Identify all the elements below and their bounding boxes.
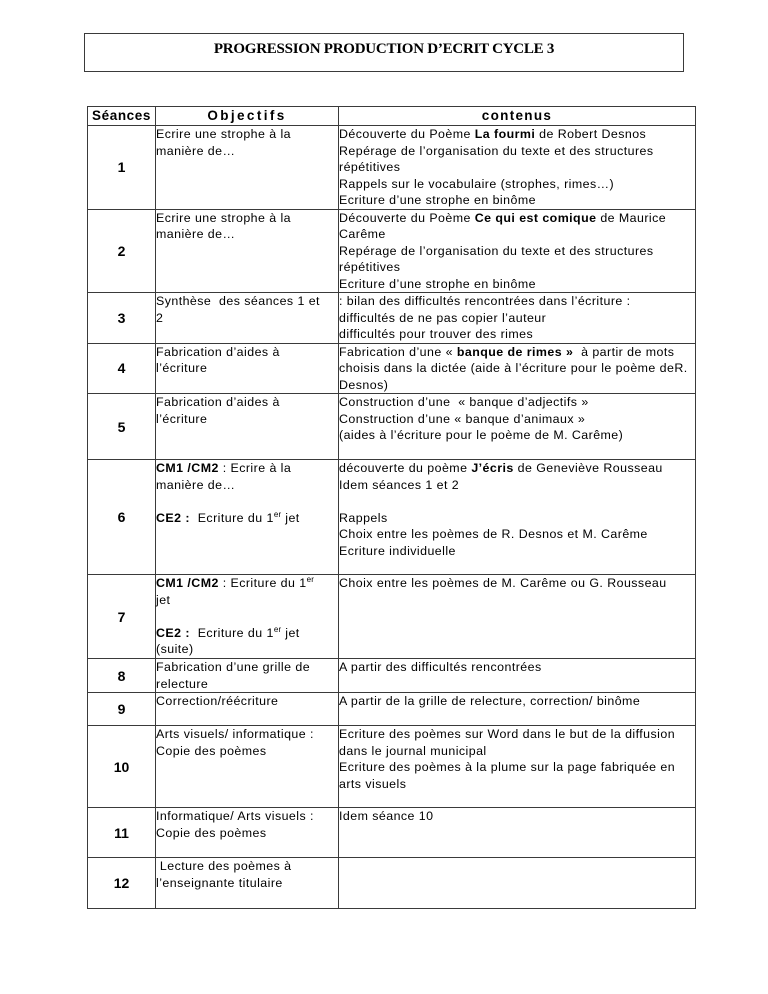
- text-segment: A partir de la grille de relecture, correction/ binôme: [339, 694, 641, 708]
- progression-table: [87, 106, 696, 909]
- text-line: [156, 394, 338, 411]
- text-line: [339, 460, 695, 477]
- text-line: [339, 259, 695, 276]
- objectifs-cell: [156, 394, 339, 460]
- text-line: [156, 493, 338, 510]
- text-segment: jet: [281, 625, 300, 640]
- text-line: [156, 659, 338, 676]
- seance-number: 9: [117, 701, 126, 717]
- text-line: [156, 477, 338, 494]
- table-row: [88, 394, 696, 460]
- superscript-text: er: [306, 575, 315, 584]
- text-segment: choisis dans la dictée (aide à l’écriture pour le poème deR.: [339, 361, 688, 375]
- text-line: [339, 693, 695, 710]
- text-line: [339, 659, 695, 676]
- text-segment: Repérage de l’organisation du texte et des structures: [339, 243, 654, 258]
- text-segment: jet: [281, 510, 300, 525]
- text-line: [339, 543, 695, 560]
- text-segment: manière de…: [156, 143, 236, 158]
- text-line: [156, 126, 338, 143]
- seance-cell: [88, 293, 156, 344]
- text-line: [156, 825, 338, 842]
- text-line: [339, 226, 695, 243]
- objectifs-cell: [156, 460, 339, 575]
- text-line: [339, 310, 695, 327]
- bold-text: Ce qui est comique: [474, 210, 597, 225]
- text-line: [339, 143, 695, 160]
- seance-number: 2: [117, 242, 126, 259]
- contenus-cell: [339, 659, 696, 693]
- text-line: [339, 344, 695, 361]
- contenus-cell: [339, 460, 696, 575]
- text-line: [339, 743, 695, 760]
- text-segment: jet: [156, 592, 171, 607]
- contenus-cell: [339, 726, 696, 808]
- objectifs-cell: [156, 808, 339, 858]
- seance-cell: [88, 343, 156, 394]
- text-segment: répétitives: [339, 160, 401, 174]
- text-segment: Rappels: [339, 510, 388, 525]
- text-line: [339, 510, 695, 527]
- objectifs-cell: [156, 726, 339, 808]
- text-line: [339, 243, 695, 260]
- text-segment: Ecrire une strophe à la: [156, 210, 292, 225]
- table-header: [88, 107, 696, 126]
- table-row: [88, 693, 696, 726]
- text-line: [156, 641, 338, 658]
- bold-text: CE2 :: [156, 625, 190, 640]
- header-seances: Séances: [88, 107, 156, 126]
- text-segment: Ecriture du 1: [189, 510, 274, 525]
- text-segment: l’enseignante titulaire: [156, 875, 283, 890]
- seance-number: 1: [117, 159, 126, 176]
- table-row: [88, 460, 696, 575]
- text-segment: : Ecrire à la: [218, 461, 292, 475]
- text-segment: répétitives: [339, 260, 401, 274]
- table-row: [88, 575, 696, 659]
- text-line: [339, 326, 695, 343]
- text-line: [156, 575, 338, 592]
- contenus-cell: [339, 293, 696, 344]
- text-line: [156, 226, 338, 243]
- text-segment: A partir des difficultés rencontrées: [339, 660, 542, 674]
- text-line: [339, 126, 695, 143]
- text-segment: Copie des poèmes: [156, 825, 267, 840]
- table-row: [88, 808, 696, 858]
- text-line: [156, 210, 338, 227]
- text-line: [156, 293, 338, 310]
- text-segment: Ecriture des poèmes sur Word dans le but de la diffusion: [339, 727, 676, 741]
- text-segment: Ecriture du 1: [189, 625, 274, 640]
- text-line: [339, 360, 695, 377]
- text-segment: de Robert Desnos: [535, 127, 647, 141]
- text-segment: Correction/réécriture: [156, 694, 279, 708]
- text-segment: de Geneviève Rousseau: [513, 461, 663, 475]
- text-line: [156, 743, 338, 760]
- contenus-cell: [339, 126, 696, 210]
- text-segment: Repérage de l’organisation du texte et des structures: [339, 143, 654, 158]
- text-segment: Desnos): [339, 377, 389, 392]
- text-line: [156, 344, 338, 361]
- text-line: [339, 411, 695, 428]
- text-segment: Construction d’une « banque d’adjectifs »: [339, 395, 589, 409]
- text-segment: Fabrication d’aides à: [156, 395, 280, 409]
- seance-number: 7: [117, 608, 126, 625]
- text-line: [339, 477, 695, 494]
- table-body: [88, 126, 696, 909]
- text-line: [339, 526, 695, 543]
- text-line: [156, 360, 338, 377]
- text-line: [339, 759, 695, 776]
- text-line: [156, 510, 338, 527]
- seance-cell: [88, 659, 156, 693]
- contenus-cell: [339, 209, 696, 293]
- seance-number: 8: [117, 667, 126, 684]
- text-segment: à partir de mots: [573, 344, 675, 359]
- bold-text: CM1 /CM2: [156, 461, 219, 475]
- contenus-cell: [339, 394, 696, 460]
- seance-cell: [88, 693, 156, 726]
- text-line: [339, 493, 695, 510]
- text-segment: Idem séances 1 et 2: [339, 477, 460, 492]
- header-row: [88, 107, 696, 126]
- seance-number: 6: [117, 509, 126, 525]
- bold-text: J’écris: [471, 461, 514, 475]
- objectifs-cell: [156, 293, 339, 344]
- text-segment: difficultés pour trouver des rimes: [339, 327, 534, 341]
- text-segment: Rappels sur le vocabulaire (strophes, rimes…): [339, 176, 615, 191]
- text-segment: arts visuels: [339, 776, 407, 791]
- text-segment: Synthèse des séances 1 et: [156, 294, 320, 308]
- contenus-cell: [339, 575, 696, 659]
- text-segment: l’écriture: [156, 411, 208, 426]
- text-line: [156, 676, 338, 693]
- superscript-text: er: [273, 509, 282, 519]
- bold-text: CM1 /CM2: [156, 576, 219, 590]
- text-segment: Découverte du Poème: [339, 210, 475, 225]
- text-segment: Lecture des poèmes à: [156, 859, 292, 873]
- text-segment: Ecriture d’une strophe en binôme: [339, 193, 536, 207]
- text-line: [156, 808, 338, 825]
- text-segment: : bilan des difficultés rencontrées dans l’écriture :: [339, 294, 631, 308]
- text-segment: l’écriture: [156, 361, 208, 375]
- seance-cell: [88, 575, 156, 659]
- bold-text: banque de rimes »: [456, 344, 574, 359]
- text-segment: Ecriture individuelle: [339, 543, 456, 558]
- seance-number: 5: [117, 418, 126, 435]
- text-line: [339, 377, 695, 394]
- seance-cell: [88, 209, 156, 293]
- objectifs-cell: [156, 209, 339, 293]
- seance-cell: [88, 858, 156, 909]
- text-line: [339, 575, 695, 592]
- text-line: [156, 875, 338, 892]
- text-segment: Choix entre les poèmes de M. Carême ou G. Rousseau: [339, 576, 667, 590]
- text-segment: 2: [156, 310, 164, 325]
- text-line: [156, 143, 338, 160]
- text-line: [156, 858, 338, 875]
- bold-text: CE2 :: [156, 510, 190, 525]
- text-segment: Choix entre les poèmes de R. Desnos et M. Carême: [339, 527, 648, 541]
- page-title: PROGRESSION PRODUCTION D’ECRIT CYCLE 3: [213, 41, 555, 57]
- text-line: [339, 776, 695, 793]
- seance-number: 4: [117, 360, 126, 377]
- text-line: [339, 808, 695, 825]
- text-segment: dans le journal municipal: [339, 743, 487, 758]
- text-segment: Construction d’une « banque d’animaux »: [339, 411, 586, 426]
- text-segment: : Ecriture du 1: [218, 576, 307, 590]
- text-segment: Ecriture des poèmes à la plume sur la page fabriquée en: [339, 760, 676, 774]
- text-line: [156, 693, 338, 710]
- seance-cell: [88, 394, 156, 460]
- text-line: [156, 460, 338, 477]
- objectifs-cell: [156, 659, 339, 693]
- title-box: [84, 33, 684, 72]
- seance-number: 10: [113, 758, 130, 775]
- text-segment: Fabrication d’une «: [339, 344, 457, 359]
- text-line: [339, 726, 695, 743]
- text-segment: Découverte du Poème: [339, 127, 475, 141]
- contenus-cell: [339, 858, 696, 909]
- text-segment: (aides à l’écriture pour le poème de M. Carême): [339, 428, 624, 442]
- text-line: [339, 394, 695, 411]
- text-segment: Idem séance 10: [339, 809, 434, 823]
- objectifs-cell: [156, 858, 339, 909]
- text-segment: de Maurice: [596, 210, 667, 225]
- table-row: [88, 726, 696, 808]
- seance-cell: [88, 808, 156, 858]
- objectifs-cell: [156, 343, 339, 394]
- table-row: [88, 343, 696, 394]
- text-segment: manière de…: [156, 477, 236, 492]
- text-line: [339, 293, 695, 310]
- text-segment: découverte du poème: [339, 461, 472, 475]
- text-line: [339, 192, 695, 209]
- objectifs-cell: [156, 126, 339, 210]
- seance-number: 3: [117, 309, 126, 326]
- table-row: [88, 126, 696, 210]
- header-objectifs: Objectifs: [156, 107, 339, 126]
- seance-cell: [88, 726, 156, 808]
- text-line: [339, 427, 695, 444]
- header-contenus: contenus: [339, 107, 696, 126]
- text-segment: (suite): [156, 642, 194, 656]
- text-segment: relecture: [156, 676, 209, 691]
- text-segment: difficultés de ne pas copier l’auteur: [339, 310, 547, 325]
- contenus-cell: [339, 343, 696, 394]
- table-row: [88, 858, 696, 909]
- text-segment: Informatique/ Arts visuels :: [156, 809, 314, 823]
- text-line: [339, 159, 695, 176]
- text-line: [339, 176, 695, 193]
- text-segment: Fabrication d’aides à: [156, 344, 280, 359]
- seance-cell: [88, 126, 156, 210]
- objectifs-cell: [156, 693, 339, 726]
- text-line: [156, 310, 338, 327]
- table-row: [88, 209, 696, 293]
- seance-number: 11: [114, 824, 129, 841]
- text-segment: manière de…: [156, 227, 236, 241]
- seance-number: 12: [113, 875, 130, 891]
- text-line: [156, 592, 338, 609]
- text-segment: Fabrication d’une grille de: [156, 660, 311, 674]
- contenus-cell: [339, 693, 696, 726]
- seance-cell: [88, 460, 156, 575]
- bold-text: La fourmi: [474, 127, 536, 141]
- superscript-text: er: [273, 624, 282, 634]
- text-segment: Ecrire une strophe à la: [156, 127, 292, 141]
- contenus-cell: [339, 808, 696, 858]
- text-line: [156, 726, 338, 743]
- table-row: [88, 659, 696, 693]
- objectifs-cell: [156, 575, 339, 659]
- table-row: [88, 293, 696, 344]
- text-line: [339, 210, 695, 227]
- text-segment: Ecriture d’une strophe en binôme: [339, 276, 536, 291]
- text-line: [339, 276, 695, 293]
- text-line: [156, 625, 338, 642]
- text-segment: Arts visuels/ informatique :: [156, 727, 314, 741]
- text-line: [156, 608, 338, 625]
- text-segment: Copie des poèmes: [156, 743, 267, 758]
- text-segment: Carême: [339, 227, 386, 241]
- text-line: [156, 411, 338, 428]
